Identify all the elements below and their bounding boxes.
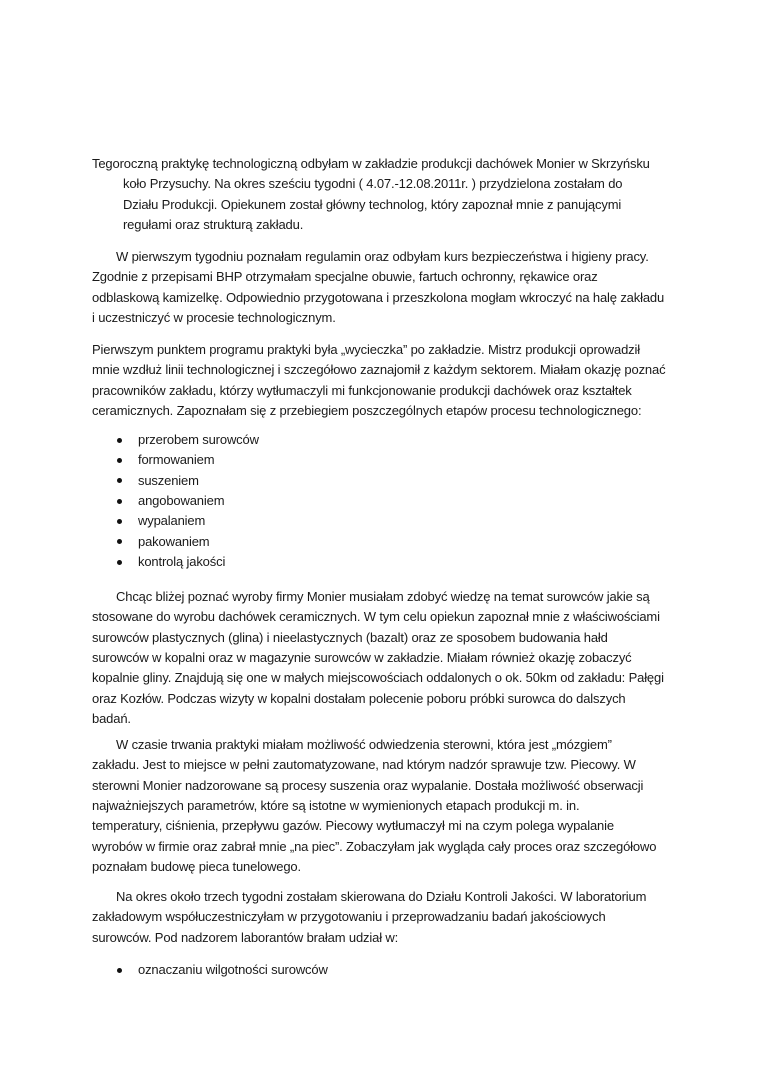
bullet-icon <box>117 458 122 463</box>
text-line: ceramicznych. Zapoznałam się z przebiegiem poszczególnych etapów procesu technologicznego: <box>92 403 642 419</box>
text-line: wyrobów w firmie oraz zabrał mnie „na piec”. Zobaczyłam jak wygląda cały proces oraz szczegółowo <box>92 838 657 854</box>
text-line: najważniejszych parametrów, które są istotne w wymienionych etapach produkcji m. in. <box>92 798 580 814</box>
list-item: formowaniem <box>138 452 215 468</box>
text-line: i uczestniczyć w procesie technologicznym. <box>92 310 336 326</box>
text-line: surowców plastycznych (glina) i nieelastycznych (bazalt) oraz ze sposobem budowania hałd <box>92 629 608 645</box>
bullet-icon <box>117 478 122 483</box>
text-line: oraz Kozłów. Podczas wizyty w kopalni dostałam polecenie poboru próbki surowca do dalszych <box>92 690 626 706</box>
text-line: stosowane do wyrobu dachówek ceramicznych. W tym celu opiekun zapoznał mnie z właściwościami <box>92 609 660 625</box>
list-item: angobowaniem <box>138 493 225 509</box>
list-item: kontrolą jakości <box>138 554 226 570</box>
text-line: mnie wzdłuż linii technologicznej i szczegółowo zaznajomił z każdym sektorem. Miałam okazję poznać <box>92 362 666 378</box>
text-line: Chcąc bliżej poznać wyroby firmy Monier musiałam zdobyć wiedzę na temat surowców jakie są <box>116 589 650 604</box>
list-item: suszeniem <box>138 472 199 488</box>
list-item: oznaczaniu wilgotności surowców <box>138 962 328 977</box>
text-line: kopalnie gliny. Znajdują się one w małych miejscowościach oddalonych o ok. 50km od zakładu: Pałęgi <box>92 670 664 686</box>
bullet-icon <box>117 539 122 544</box>
list-item: pakowaniem <box>138 533 210 549</box>
text-line: Pierwszym punktem programu praktyki była „wycieczka” po zakładzie. Mistrz produkcji oprowadził <box>92 342 640 357</box>
text-line: regułami oraz strukturą zakładu. <box>123 217 304 233</box>
list-item: wypalaniem <box>138 513 206 529</box>
text-line: koło Przysuchy. Na okres sześciu tygodni ( 4.07.-12.08.2011r. ) przydzielona zostałam do <box>123 176 623 192</box>
text-line: Tegoroczną praktykę technologiczną odbyłam w zakładzie produkcji dachówek Monier w Skrzyńsku <box>92 156 650 171</box>
bullet-icon <box>117 438 122 443</box>
text-line: Działu Produkcji. Opiekunem został główny technolog, który zapoznał mnie z panującymi <box>123 196 622 212</box>
text-line: zakładowym współuczestniczyłam w przygotowaniu i przeprowadzaniu badań jakościowych <box>92 909 606 925</box>
text-line: poznałam budowę pieca tunelowego. <box>92 859 301 875</box>
bullet-icon <box>117 968 122 973</box>
list-item: przerobem surowców <box>138 432 259 447</box>
bullet-icon <box>117 560 122 565</box>
text-line: temperatury, ciśnienia, przepływu gazów. Piecowy wytłumaczył mi na czym polega wypalanie <box>92 818 614 834</box>
text-line: Na okres około trzech tygodni zostałam skierowana do Działu Kontroli Jakości. W laboratorium <box>116 889 647 904</box>
bullet-icon <box>117 499 122 504</box>
text-line: odblaskową kamizelkę. Odpowiednio przygotowana i przeszkolona mogłam wkroczyć na halę zakładu <box>92 289 665 305</box>
text-line: pracowników zakładu, którzy wytłumaczyli mi funkcjonowanie produkcji dachówek oraz kształtek <box>92 382 632 398</box>
text-line: surowców w kopalni oraz w magazynie surowców w zakładzie. Miałam również okazję zobaczyć <box>92 650 632 666</box>
text-line: zakładu. Jest to miejsce w pełni zautomatyzowane, nad którym nadzór sprawuje tzw. Piecowy. W <box>92 757 636 773</box>
text-line: W pierwszym tygodniu poznałam regulamin oraz odbyłam kurs bezpieczeństwa i higieny pracy. <box>116 249 649 264</box>
text-line: W czasie trwania praktyki miałam możliwość odwiedzenia sterowni, która jest „mózgiem” <box>116 737 612 752</box>
text-line: sterowni Monier nadzorowane są procesy suszenia oraz wypalanie. Dostała możliwość obserwacji <box>92 777 644 793</box>
bullet-icon <box>117 519 122 524</box>
text-line: badań. <box>92 711 131 727</box>
text-line: Zgodnie z przepisami BHP otrzymałam specjalne obuwie, fartuch ochronny, rękawice oraz <box>92 269 598 285</box>
text-line: surowców. Pod nadzorem laborantów brałam udział w: <box>92 929 399 945</box>
